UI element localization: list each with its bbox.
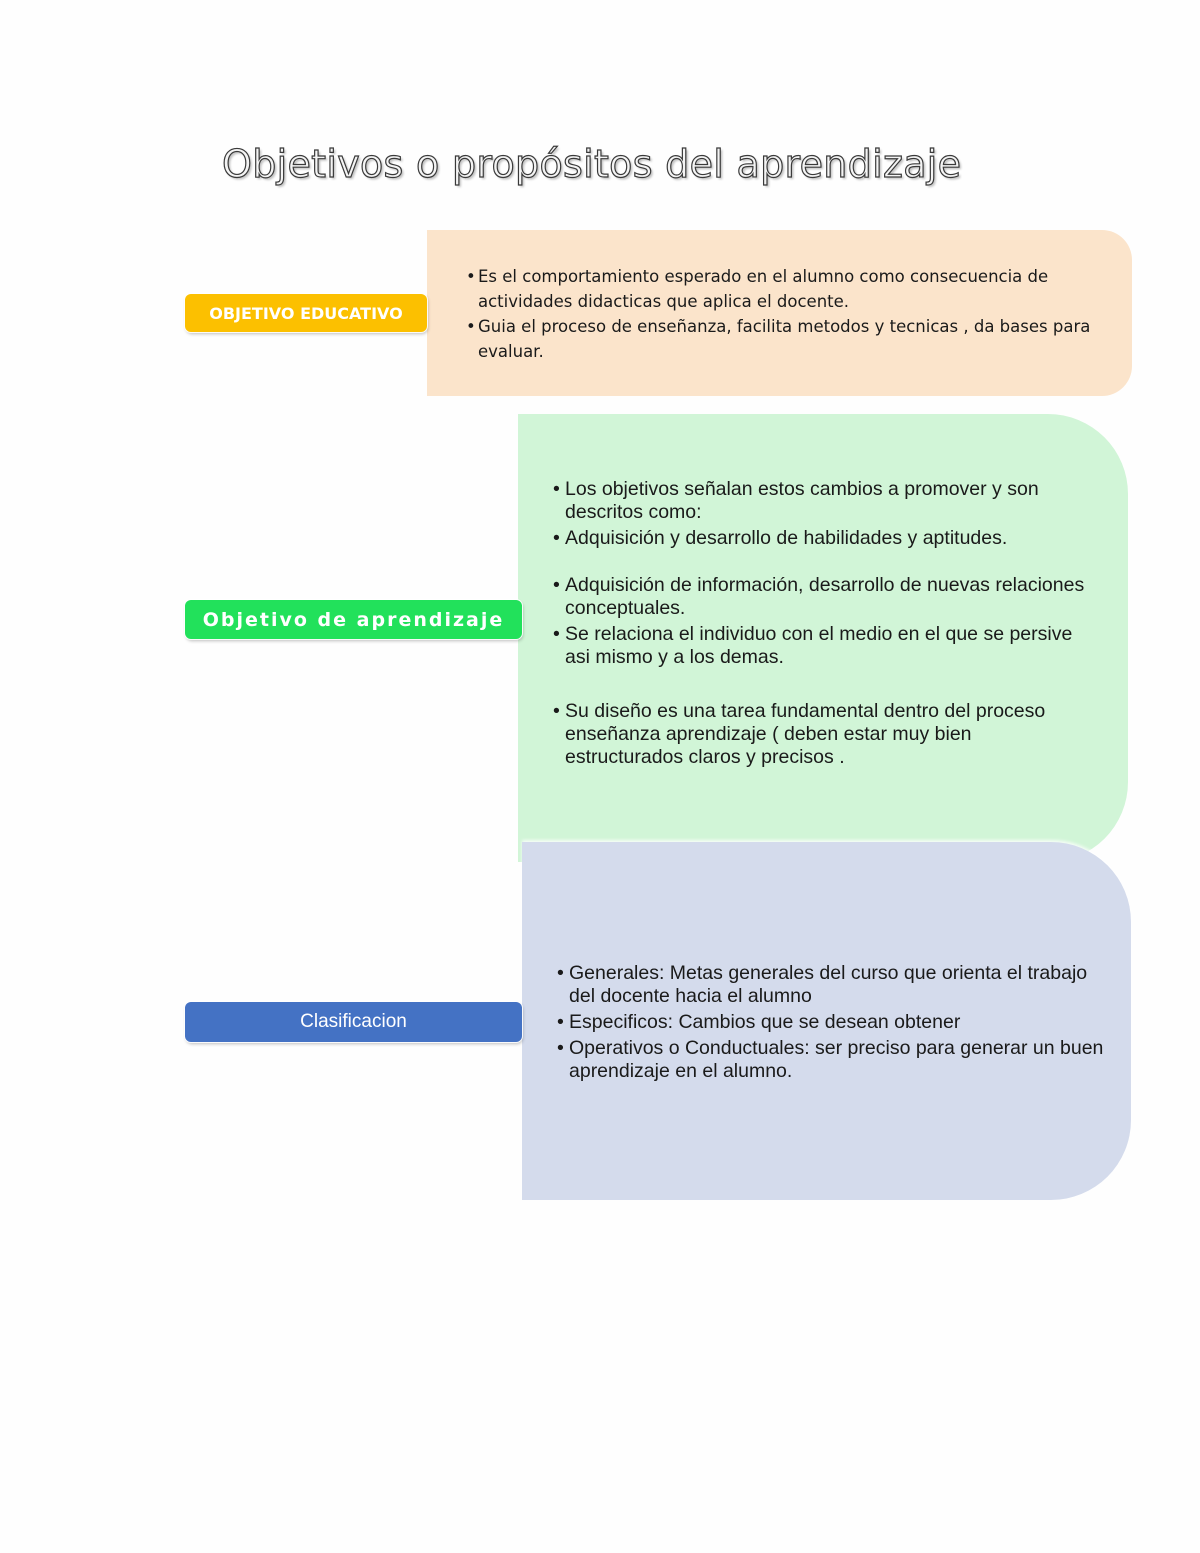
clasificacion-label: Clasificacion — [185, 1002, 522, 1042]
list-item: • Operativos o Conductuales: ser preciso para generar un buen aprendizaje en el alumno. — [557, 1037, 1117, 1083]
list-item: • Adquisición y desarrollo de habilidades y aptitudes. — [553, 527, 1093, 550]
list-item: • Los objetivos señalan estos cambios a promover y son descritos como: — [553, 478, 1093, 524]
clasificacion-list — [557, 962, 1117, 1086]
list-item: • Es el comportamiento esperado en el alumno como consecuencia de actividades didacticas que aplica el docente. — [466, 264, 1106, 314]
list-item: • Guia el proceso de enseñanza, facilita metodos y tecnicas , da bases para evaluar. — [466, 314, 1106, 364]
objetivo-educativo-list — [466, 264, 1106, 364]
objetivo-aprendizaje-list — [553, 478, 1093, 772]
list-item: • Adquisición de información, desarrollo de nuevas relaciones conceptuales. — [553, 574, 1093, 620]
list-item: • Se relaciona el individuo con el medio en el que se persive asi mismo y a los demas. — [553, 623, 1093, 669]
list-item: • Generales: Metas generales del curso que orienta el trabajo del docente hacia el alumno — [557, 962, 1117, 1008]
page-title: Objetivos o propósitos del aprendizaje — [222, 142, 962, 186]
list-item: • Especificos: Cambios que se desean obtener — [557, 1011, 1117, 1034]
objetivo-educativo-label: OBJETIVO EDUCATIVO — [185, 294, 427, 332]
objetivo-aprendizaje-label: Objetivo de aprendizaje — [185, 600, 522, 639]
list-item: • Su diseño es una tarea fundamental dentro del proceso enseñanza aprendizaje ( deben estar muy bien estructurados claros y precisos . — [553, 700, 1093, 769]
